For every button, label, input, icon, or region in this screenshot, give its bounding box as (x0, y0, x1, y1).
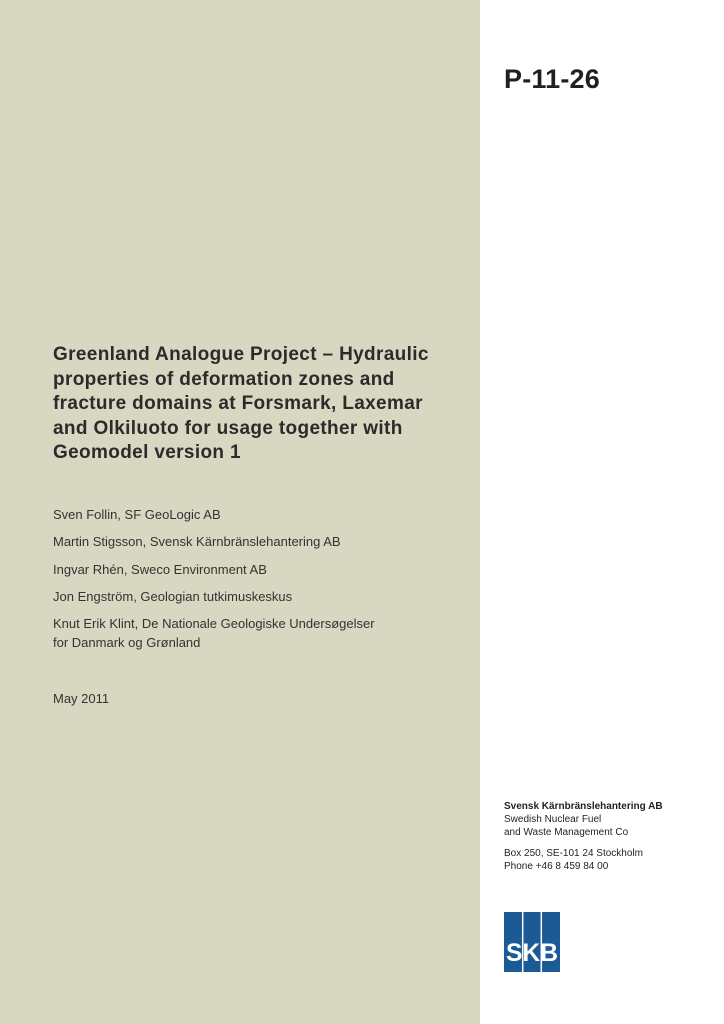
publisher-name: Svensk Kärnbränslehantering AB (504, 801, 663, 812)
author-line: Martin Stigsson, Svensk Kärnbränslehantering AB (53, 534, 341, 549)
publisher-block (504, 800, 714, 873)
title-line: and Olkiluoto for usage together with (53, 417, 403, 439)
author-line: Sven Follin, SF GeoLogic AB (53, 507, 221, 522)
publisher-line: and Waste Management Co (504, 827, 629, 838)
title-line: fracture domains at Forsmark, Laxemar (53, 393, 423, 415)
title-line: Geomodel version 1 (53, 442, 241, 464)
publication-date: May 2011 (53, 691, 110, 706)
author-line: Ingvar Rhén, Sweco Environment AB (53, 562, 267, 577)
skb-logo (504, 912, 560, 972)
spacer (504, 839, 714, 847)
report-title (53, 343, 473, 466)
author-line: for Danmark og Grønland (53, 635, 201, 650)
title-line: Greenland Analogue Project – Hydraulic (53, 344, 429, 365)
logo-text: SKB (506, 939, 558, 967)
publisher-line: Swedish Nuclear Fuel (504, 814, 602, 825)
author-line: Knut Erik Klint, De Nationale Geologiske Undersøgelser (53, 616, 375, 631)
report-number: P-11-26 (504, 64, 600, 94)
publisher-phone: Phone +46 8 459 84 00 (504, 861, 609, 872)
title-line: properties of deformation zones and (53, 368, 395, 390)
publisher-address: Box 250, SE-101 24 Stockholm (504, 848, 643, 859)
author-line: Jon Engström, Geologian tutkimuskeskus (53, 589, 293, 604)
